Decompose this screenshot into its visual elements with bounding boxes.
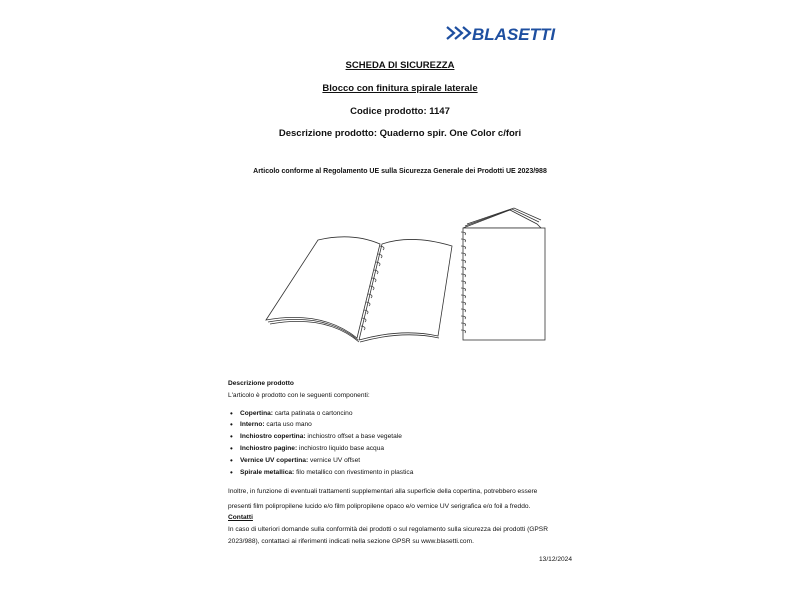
list-item: • Inchiostro copertina: inchiostro offset a base vegetale bbox=[228, 431, 578, 443]
component-list bbox=[228, 408, 578, 479]
logo-text: BLASETTI bbox=[472, 25, 556, 44]
list-item: • Inchiostro pagine: inchiostro liquido base acqua bbox=[228, 443, 578, 455]
closed-notebook-illustration bbox=[455, 206, 550, 346]
compliance-statement: Articolo conforme al Regolamento UE sulla Sicurezza Generale dei Prodotti UE 2023/988 bbox=[253, 168, 547, 175]
contacts-line-1: In caso di ulteriori domande sulla conformità dei prodotti o sul regolamento sulla sicurezza dei prodotti (GPSR bbox=[228, 525, 548, 533]
list-item: • Vernice UV copertina: vernice UV offset bbox=[228, 455, 578, 467]
document-date: 13/12/2024 bbox=[538, 556, 572, 563]
blasetti-logo bbox=[445, 22, 575, 44]
section-heading: Descrizione prodotto bbox=[228, 380, 294, 387]
open-notebook-illustration bbox=[262, 228, 462, 348]
finish-note-line-1: Inoltre, in funzione di eventuali trattamenti supplementari alla superficie della copertina, potrebbero essere bbox=[228, 488, 538, 496]
contacts-heading: Contatti bbox=[228, 514, 253, 521]
contacts-section bbox=[228, 512, 578, 547]
list-item: • Interno: carta uso mano bbox=[228, 419, 578, 431]
document-title: SCHEDA DI SICUREZZA bbox=[345, 60, 455, 71]
contacts-line-2: 2023/988), contattaci ai riferimenti indicati nella sezione GPSR su www.blasetti.com. bbox=[228, 537, 474, 545]
list-item: • Spirale metallica: filo metallico con rivestimento in plastica bbox=[228, 467, 578, 479]
product-line: Blocco con finitura spirale laterale bbox=[322, 83, 478, 94]
product-section bbox=[228, 378, 578, 513]
finish-note-line-2: presenti film polipropilene lucido e/o film polipropilene opaco e/o vernice UV serigrafica e/o foil a freddo. bbox=[228, 503, 531, 511]
product-description: Descrizione prodotto: Quaderno spir. One Color c/fori bbox=[278, 128, 522, 139]
list-item: • Copertina: carta patinata o cartoncino bbox=[228, 408, 578, 420]
product-code: Codice prodotto: 1147 bbox=[350, 106, 450, 117]
section-intro: L'articolo è prodotto con le seguenti componenti: bbox=[228, 391, 370, 399]
